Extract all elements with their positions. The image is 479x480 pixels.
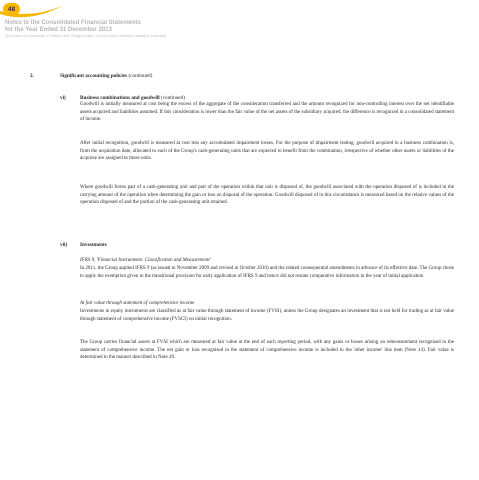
ifrs9-paragraph: In 2011, the Group applied IFRS 9 (as issued in November 2009 and revised in October 2010) and the related consequential amendments in advance of its effective date. The Group chose to apply the exemption given in the transitional provision for early application of IFRS 9 and hence did not restate comparative information in the year of initial application: [80, 266, 454, 279]
fvsi-measurement-paragraph: The Group carries financial assets at FVSI which are measured at fair value at the end of each reporting period, with any gains or losses arising on remeasurement recognised in the statement of comprehensive income. The net gain or loss recognised in the statement of comprehensive income is included in the 'other income' line item (Note 14). Fair value is determined in the manner described in Note 20.: [80, 340, 454, 361]
subsection-vii-number: vii): [60, 242, 68, 248]
fair-value-heading: At fair value through statement of comprehensive income: [80, 301, 195, 306]
goodwill-paragraph-2: After initial recognition, goodwill is measured at cost less any accumulated impairment losses. For the purpose of impairment testing, goodwill acquired in a business combination is, from the acquisition date, allocated to each of the Group's cash-generating units that are expected to benefit from the combination, irrespective of whether other assets or liabilities of the acquiree are assigned to those units.: [80, 141, 454, 162]
subsection-vi-number: vi): [60, 95, 66, 101]
goodwill-paragraph-3: Where goodwill forms part of a cash-generating unit and part of the operation within that unit is disposed of, the goodwill associated with the operation disposed of is included in the carrying amount of the operation when determining the gain or loss on disposal of the operation. Goodwill disposed of in this circumstance is measured based on the relative values of the operation disposed of and the portion of the cash-generating unit retained.: [80, 185, 454, 206]
fair-value-paragraph: Investments in equity instruments are classified as at fair value through statement of income (FVSI), unless the Group designates an investment that is not held for trading as at fair value through statement of comprehensive income (FVSCI) on initial recognition.: [80, 309, 454, 322]
subsection-vi-title-text: Business combinations and goodwill: [80, 95, 160, 101]
header-title-line-2: for the Year Ended 31 December 2013: [5, 26, 112, 33]
page-number-badge: 48: [3, 3, 20, 15]
subsection-vi-continued-label: (continued): [161, 95, 185, 101]
section-number: 2.: [30, 73, 34, 79]
goodwill-paragraph-1: Goodwill is initially measured at cost being the excess of the aggregate of the consideration transferred and the amount recognized for non-controlling interest over the net identifiable assets acquired and liabilities assumed. If this consideration is lower than the fair value of the net assets of the subsidiary acquired, the difference is recognized in a consolidated statement of income.: [80, 102, 454, 123]
subsection-vii-title: Investments: [80, 242, 107, 248]
page-header: [0, 0, 479, 40]
section-title: [60, 73, 152, 79]
header-title-line-1: Notes to the Consolidated Financial Statements: [5, 20, 142, 26]
section-title-text: Significant accounting policies: [60, 73, 128, 79]
ifrs9-heading: IFRS 9, 'Financial Instruments: Classification and Measurement': [80, 258, 211, 263]
section-continued-label: (continued): [128, 73, 153, 79]
header-title: [5, 20, 141, 33]
header-subtitle: (Expressed in thousands of Trinidad and Tobago Dollars, except where otherwise stated) (Continued): [5, 34, 166, 38]
